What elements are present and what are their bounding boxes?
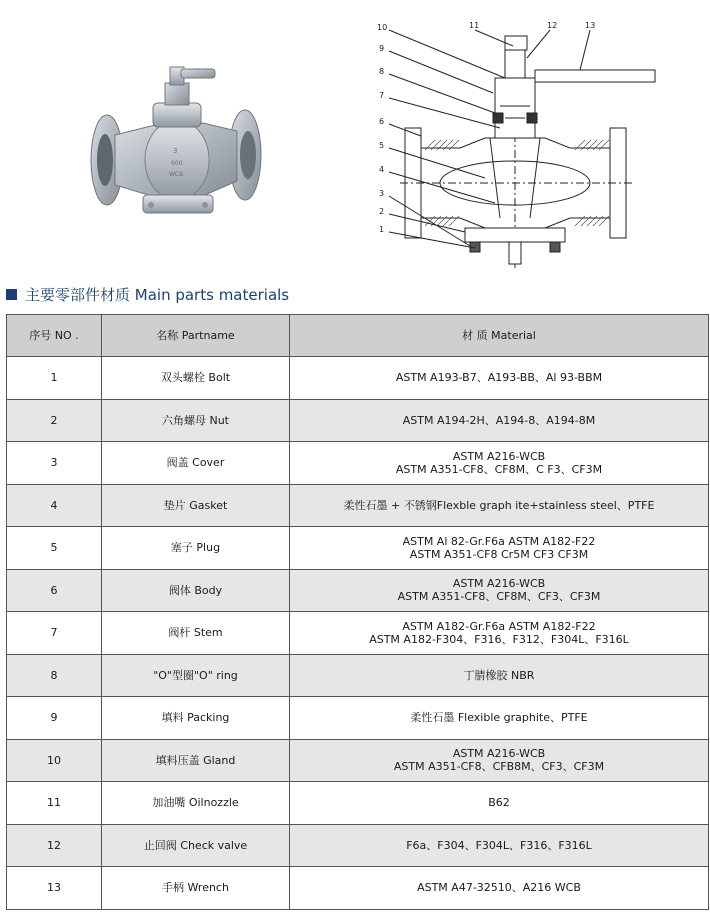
- table-row: [7, 357, 709, 400]
- table-row: [7, 484, 709, 527]
- cell-part: 阀杆 Stem: [102, 612, 290, 655]
- cell-material: ASTM A216-WCB ASTM A351-CF8、CF8M、CF3、CF3M: [290, 569, 709, 612]
- cell-material: ASTM A216-WCB ASTM A351-CF8、CFB8M、CF3、CF3M: [290, 739, 709, 782]
- callout-3: 3: [379, 189, 385, 198]
- cell-material: 柔性石墨 + 不锈钢Flexble graph ite+stainless steel、PTFE: [290, 484, 709, 527]
- cell-no: 6: [7, 569, 102, 612]
- callout-5: 5: [379, 141, 385, 150]
- cell-no: 13: [7, 867, 102, 910]
- cell-no: 7: [7, 612, 102, 655]
- cell-part: 双头螺栓 Bolt: [102, 357, 290, 400]
- photo-marking: WCB: [169, 171, 184, 178]
- callout-7: 7: [379, 91, 385, 100]
- cell-no: 1: [7, 357, 102, 400]
- cell-material: ASTM A182-Gr.F6a ASTM A182-F22 ASTM A182-F304、F316、F312、F304L、F316L: [290, 612, 709, 655]
- hero-images: [0, 0, 710, 280]
- callout-6: 6: [379, 117, 385, 126]
- callout-8: 8: [379, 67, 385, 76]
- table-row: [7, 824, 709, 867]
- plug-valve-photo: [85, 55, 270, 230]
- cell-material: ASTM A194-2H、A194-8、A194-8M: [290, 399, 709, 442]
- cell-material: B62: [290, 782, 709, 825]
- cell-part: "O"型圈"O" ring: [102, 654, 290, 697]
- callout-4: 4: [379, 165, 385, 174]
- cell-no: 11: [7, 782, 102, 825]
- cell-material: 丁腈橡胶 NBR: [290, 654, 709, 697]
- callout-2: 2: [379, 207, 385, 216]
- cell-part: 加油嘴 Oilnozzle: [102, 782, 290, 825]
- cell-part: 六角螺母 Nut: [102, 399, 290, 442]
- cell-no: 4: [7, 484, 102, 527]
- callout-12: 12: [547, 21, 558, 30]
- table-row: [7, 527, 709, 570]
- cell-no: 10: [7, 739, 102, 782]
- table-row: [7, 782, 709, 825]
- table-row: [7, 697, 709, 740]
- callout-9: 9: [379, 44, 385, 53]
- section-title: 主要零部件材质 Main parts materials: [25, 285, 290, 304]
- callout-1: 1: [379, 225, 385, 234]
- cell-part: 填料 Packing: [102, 697, 290, 740]
- cell-no: 12: [7, 824, 102, 867]
- table-row: [7, 612, 709, 655]
- cell-part: 垫片 Gasket: [102, 484, 290, 527]
- cell-material: ASTM A193-B7、A193-BB、Al 93-BBM: [290, 357, 709, 400]
- table-row: [7, 399, 709, 442]
- photo-marking: 600: [171, 160, 183, 167]
- section-heading: [6, 284, 289, 304]
- cell-part: 塞子 Plug: [102, 527, 290, 570]
- table-row: [7, 569, 709, 612]
- valve-section-drawing: [365, 18, 665, 273]
- bullet-square-icon: [6, 289, 17, 300]
- callout-11: 11: [469, 21, 480, 30]
- cell-material: ASTM A47-32510、A216 WCB: [290, 867, 709, 910]
- header-no: 序号 NO .: [7, 315, 102, 357]
- cell-no: 8: [7, 654, 102, 697]
- cell-no: 3: [7, 442, 102, 485]
- cell-material: F6a、F304、F304L、F316、F316L: [290, 824, 709, 867]
- table-row: [7, 442, 709, 485]
- cell-no: 5: [7, 527, 102, 570]
- table-row: [7, 867, 709, 910]
- cell-part: 填料压盖 Gland: [102, 739, 290, 782]
- cell-part: 阀盖 Cover: [102, 442, 290, 485]
- table-header-row: [7, 315, 709, 357]
- callout-13: 13: [585, 21, 596, 30]
- materials-table: [6, 314, 709, 910]
- callout-10: 10: [377, 23, 388, 32]
- cell-no: 9: [7, 697, 102, 740]
- cell-part: 手柄 Wrench: [102, 867, 290, 910]
- cell-part: 阀体 Body: [102, 569, 290, 612]
- cell-part: 止回阀 Check valve: [102, 824, 290, 867]
- header-material: 材 质 Material: [290, 315, 709, 357]
- cell-material: ASTM Al 82-Gr.F6a ASTM A182-F22 ASTM A351-CF8 Cr5M CF3 CF3M: [290, 527, 709, 570]
- cell-material: ASTM A216-WCB ASTM A351-CF8、CF8M、C F3、CF3M: [290, 442, 709, 485]
- table-row: [7, 654, 709, 697]
- cell-material: 柔性石墨 Flexible graphite、PTFE: [290, 697, 709, 740]
- cell-no: 2: [7, 399, 102, 442]
- photo-marking: 3: [173, 147, 178, 155]
- table-row: [7, 739, 709, 782]
- header-partname: 名称 Partname: [102, 315, 290, 357]
